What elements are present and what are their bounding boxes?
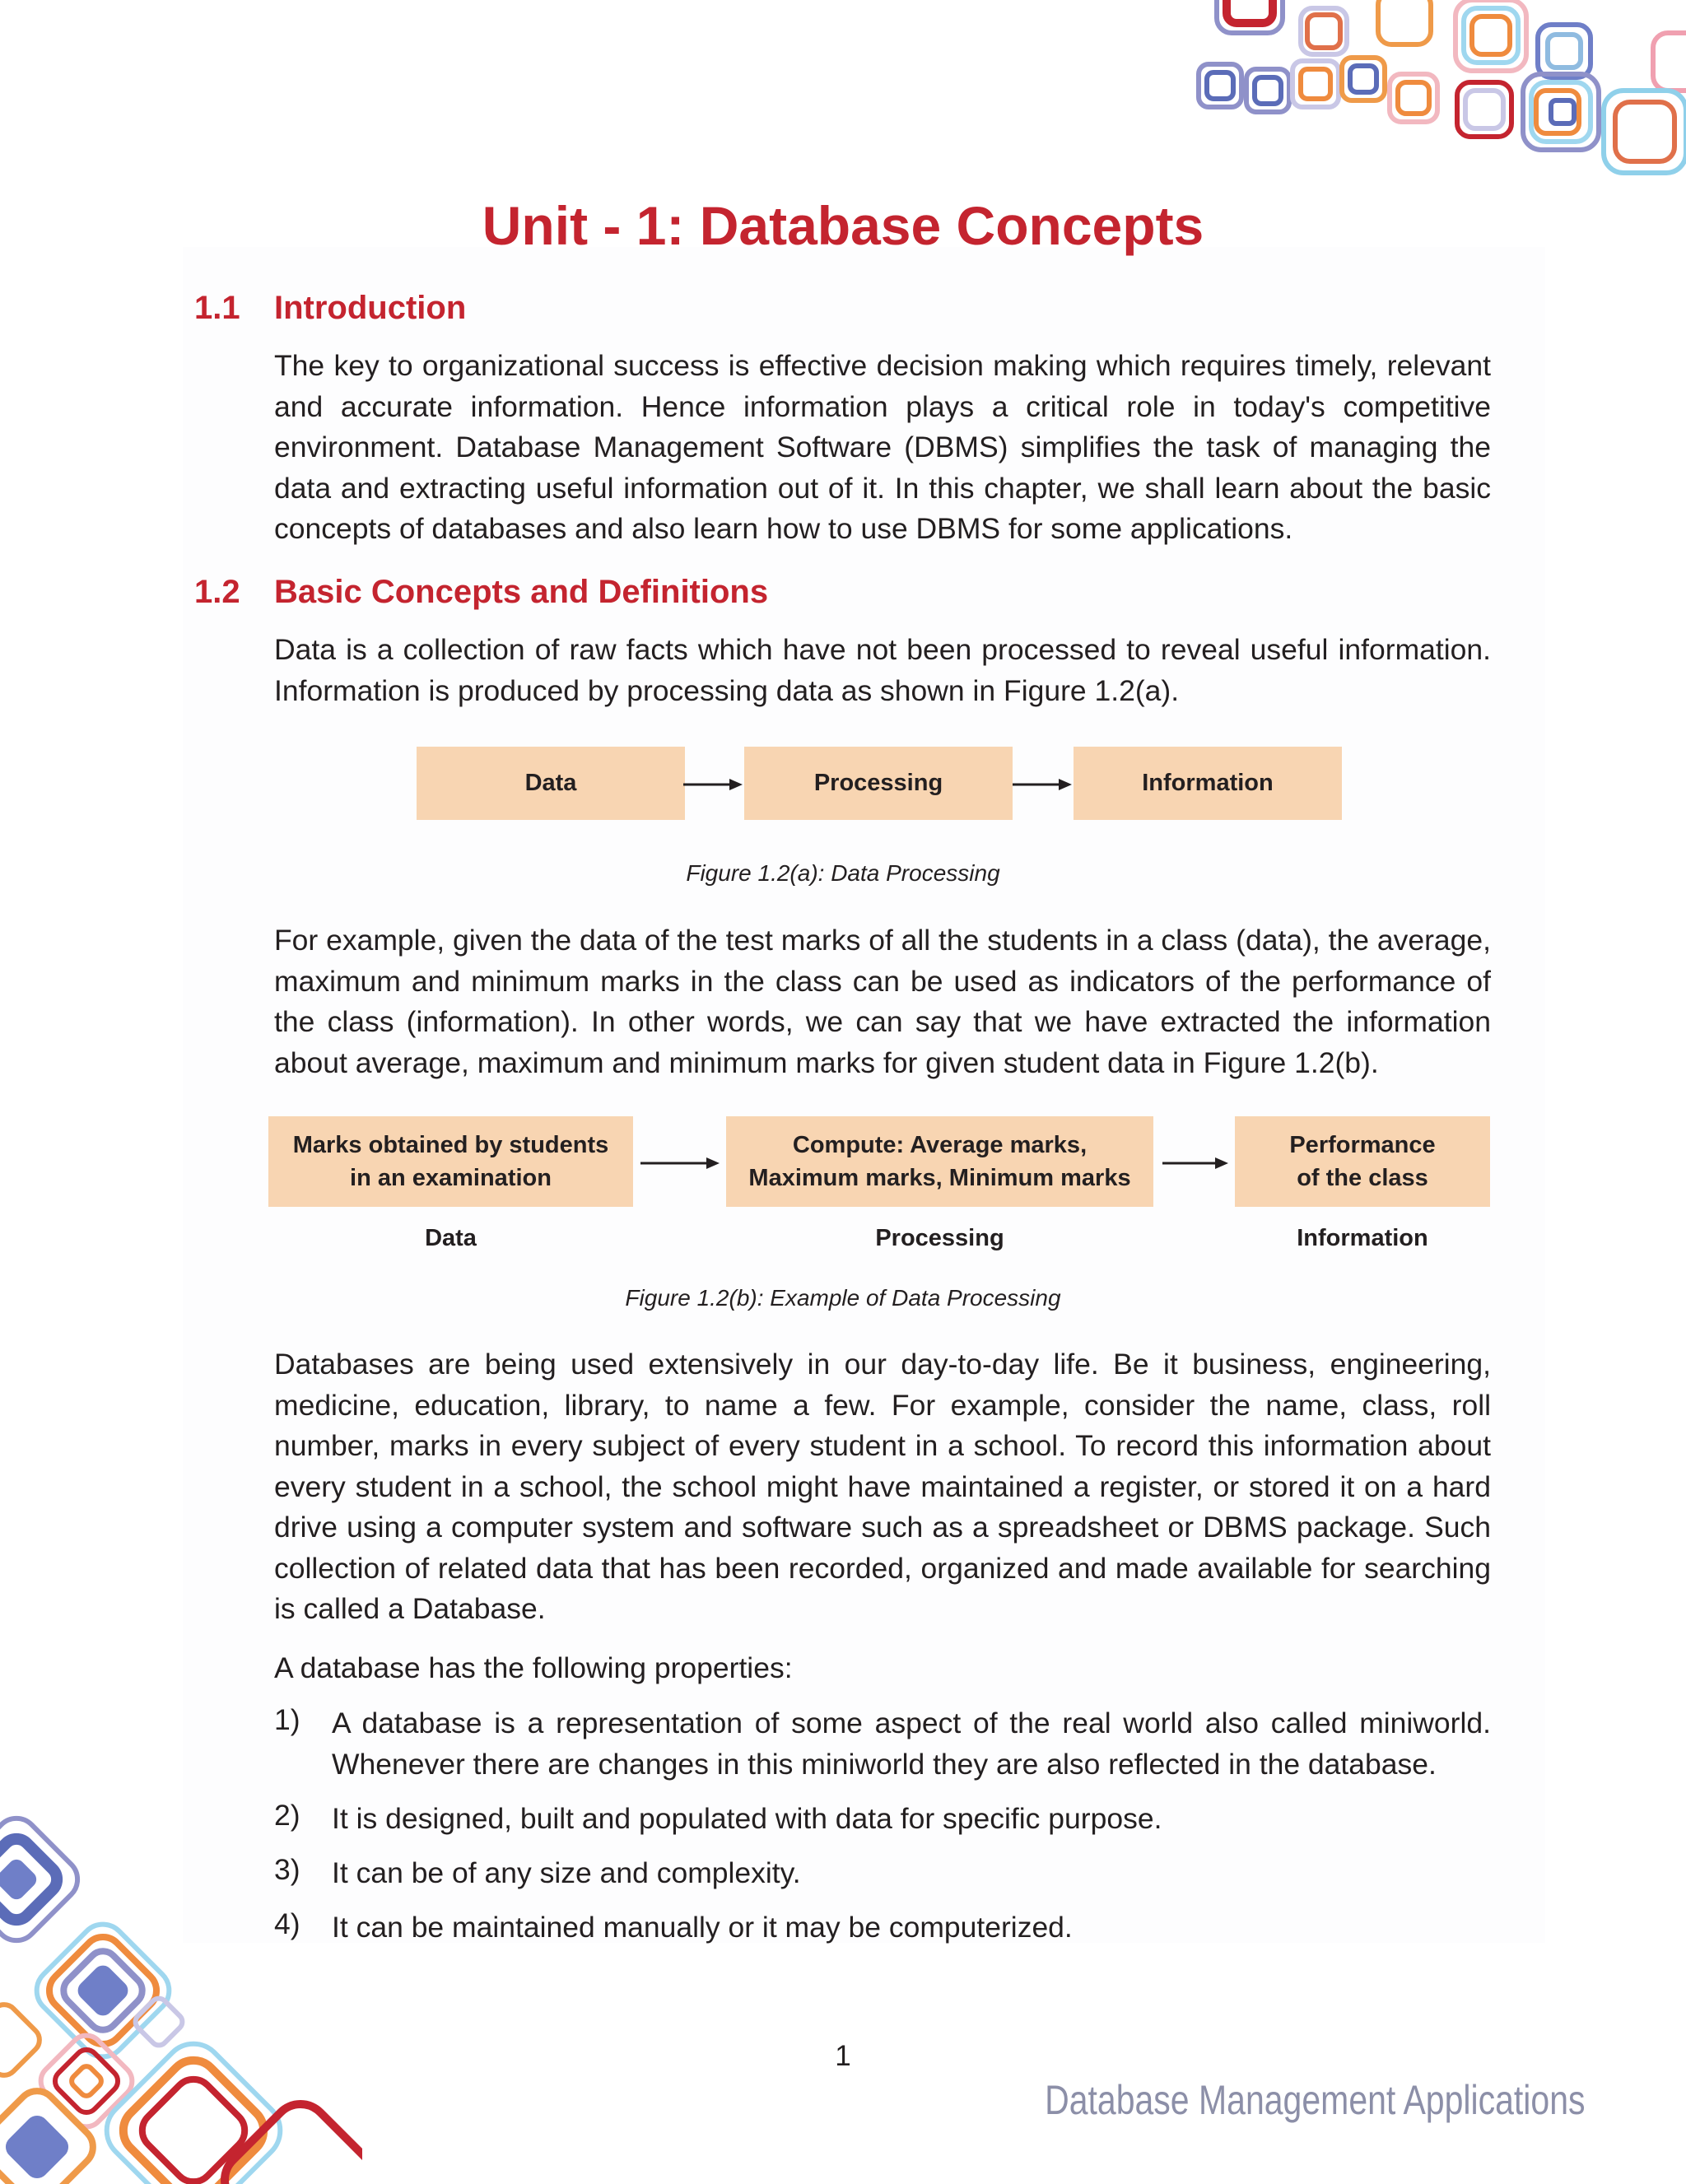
figure-b-information-box-line-2: of the class bbox=[1297, 1165, 1428, 1191]
databases-paragraph: Databases are being used extensively in our day-to-day life. Be it business, engineering, medicine, education, library, to name a few. For example, consider the name, class, roll number, marks in every subject of every student in a school. To record this information about every student in a school, the school might have maintained a register, or stored it on a hard drive using a computer system and software such as a spreadsheet or DBMS package. Such collection of related data that has been recorded, organized and made available for searching is called a Database. bbox=[274, 1348, 1491, 1625]
properties-intro: A database has the following properties: bbox=[274, 1651, 793, 1684]
intro-paragraph: The key to organizational success is effective decision making which requires timely, relevant and accurate information. Hence information plays a critical role in today's competitive environment. Database Management Software (DBMS) simplifies the task of managing the data and extracting useful information out of it. In this chapter, we shall learn about the basic concepts of databases and also learn how to use DBMS for some applications. bbox=[274, 349, 1491, 545]
decorative-squares-top-right bbox=[1192, 0, 1686, 181]
figure-a-arrow-2 bbox=[1013, 776, 1074, 793]
figure-b-data-box-line-2: in an examination bbox=[350, 1165, 552, 1191]
figure-a-information-box: Information bbox=[1074, 747, 1342, 820]
list-item-number: 2) bbox=[274, 1799, 300, 1832]
figure-b-processing-box bbox=[726, 1116, 1153, 1207]
figure-b-data-box-line-1: Marks obtained by students bbox=[292, 1132, 609, 1158]
figure-b-label-processing: Processing bbox=[875, 1225, 1004, 1251]
list-item-number: 3) bbox=[274, 1853, 300, 1886]
figure-a-processing-box: Processing bbox=[744, 747, 1013, 820]
figure-b-label-data: Data bbox=[425, 1225, 477, 1251]
list-item-text: A database is a representation of some aspect of the real world also called miniworld. Whenever there are changes in this miniworld they are also reflected in the database. bbox=[332, 1707, 1491, 1781]
figure-a-caption: Figure 1.2(a): Data Processing bbox=[686, 860, 1000, 886]
section-title-introduction: Introduction bbox=[274, 290, 467, 326]
figure-b-caption: Figure 1.2(b): Example of Data Processing bbox=[625, 1285, 1061, 1311]
list-item-text: It is designed, built and populated with data for specific purpose. bbox=[332, 1802, 1162, 1835]
figure-a-data-box: Data bbox=[417, 747, 685, 820]
figure-b-label-information: Information bbox=[1297, 1225, 1428, 1251]
page-title: Unit - 1: Database Concepts bbox=[482, 195, 1204, 256]
section-title-basic-concepts: Basic Concepts and Definitions bbox=[274, 574, 769, 610]
list-item-number: 4) bbox=[274, 1907, 300, 1940]
figure-b-arrow-2 bbox=[1162, 1155, 1232, 1171]
decorative-squares-bottom-left bbox=[0, 1805, 362, 2184]
page-number: 1 bbox=[835, 2040, 851, 2072]
list-item-text: It can be of any size and complexity. bbox=[332, 1856, 801, 1889]
footer-book-title: Database Management Applications bbox=[1045, 2077, 1586, 2123]
figure-b-information-box-line-1: Performance bbox=[1289, 1132, 1436, 1158]
data-definition-paragraph: Data is a collection of raw facts which have not been processed to reveal useful information. Information is produced by processing data as shown in Figure 1.2(a). bbox=[274, 633, 1491, 707]
section-number-1-2: 1.2 bbox=[194, 574, 240, 610]
list-item-text: It can be maintained manually or it may be computerized. bbox=[332, 1911, 1073, 1944]
figure-b-data-box bbox=[268, 1116, 633, 1207]
figure-b-arrow-1 bbox=[640, 1155, 723, 1171]
figure-b-processing-box-line-1: Compute: Average marks, bbox=[792, 1132, 1088, 1158]
figure-a-arrow-1 bbox=[683, 776, 744, 793]
section-number-1-1: 1.1 bbox=[194, 290, 240, 326]
example-paragraph: For example, given the data of the test marks of all the students in a class (data), the average, maximum and minimum marks in the class can be used as indicators of the performance of the class (information). In other words, we can say that we have extracted the information about average, maximum and minimum marks for given student data in Figure 1.2(b). bbox=[274, 924, 1491, 1079]
figure-b-processing-box-line-2: Maximum marks, Minimum marks bbox=[748, 1165, 1131, 1191]
list-item-number: 1) bbox=[274, 1703, 300, 1736]
figure-b-information-box bbox=[1235, 1116, 1490, 1207]
